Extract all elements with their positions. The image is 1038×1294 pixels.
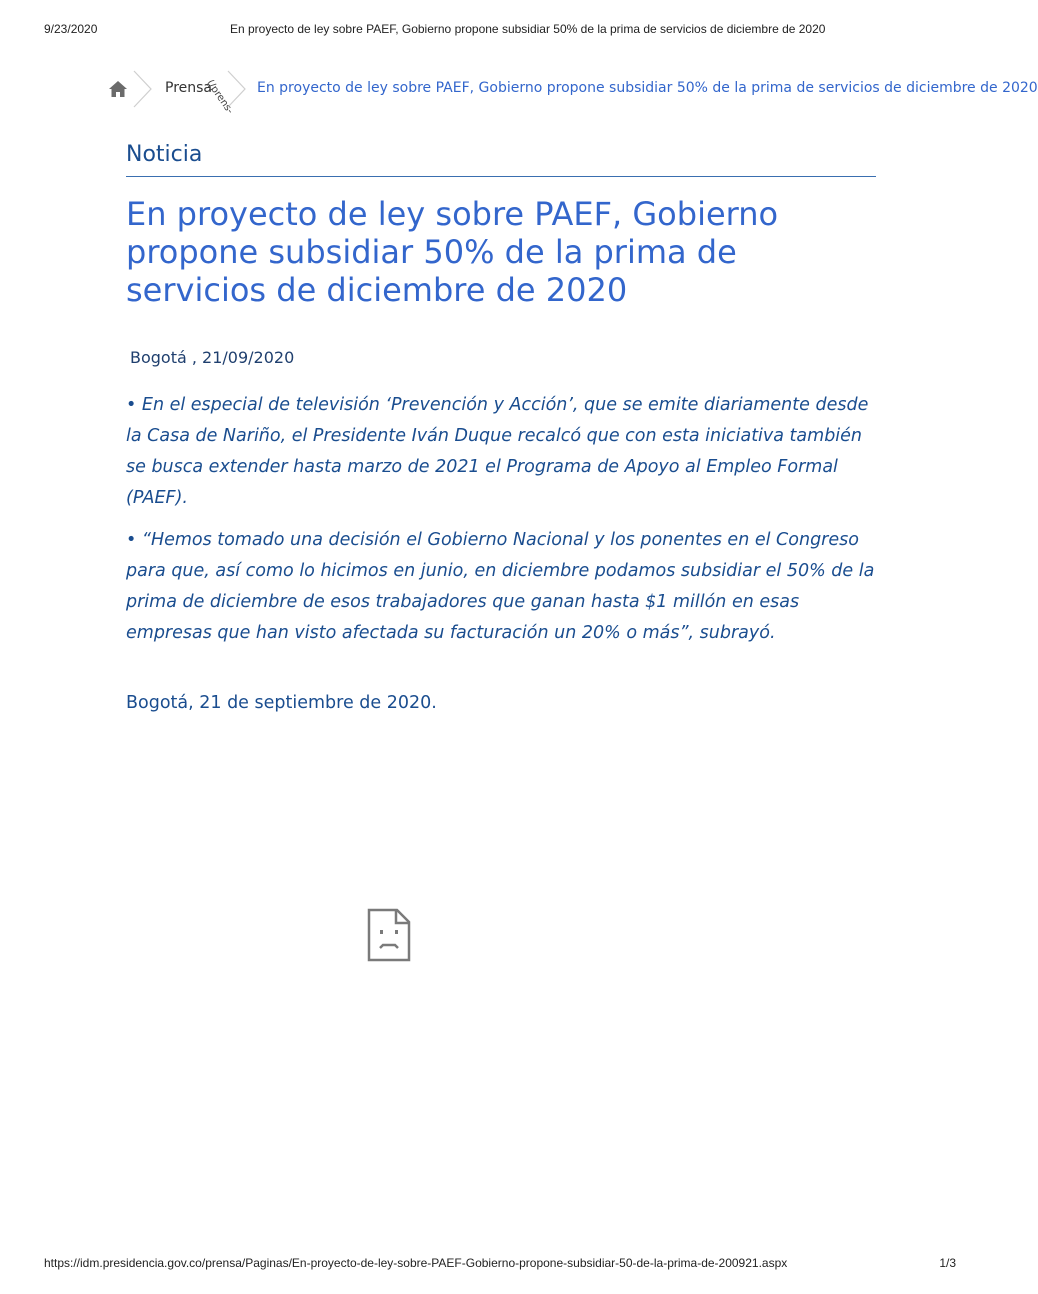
print-date: 9/23/2020 [44,22,98,36]
home-icon[interactable] [107,79,129,99]
broken-image-icon [367,908,411,962]
article-closing-line: Bogotá, 21 de septiembre de 2020. [126,693,437,713]
print-header [44,22,956,42]
section-divider [126,176,876,177]
article-bullet: • En el especial de televisión ‘Prevención y Acción’, que se emite diariamente desde la Casa de Nariño, el Presidente Iván Duque recalcó que con esta iniciativa también se busca extender hasta marzo de 2021 el Programa de Apoyo al Empleo Formal (PAEF). [126,395,869,508]
article-dateline: Bogotá , 21/09/2020 [130,348,295,367]
print-title: En proyecto de ley sobre PAEF, Gobierno propone subsidiar 50% de la prima de servicios de diciembre de 2020 [230,22,826,36]
breadcrumb-item-prensa[interactable]: Prensa [165,80,213,96]
chevron-right-icon [226,70,248,108]
article-headline: En proyecto de ley sobre PAEF, Gobierno propone subsidiar 50% de la prima de servicios de diciembre de 2020 [126,195,779,309]
breadcrumb-current-page[interactable]: En proyecto de ley sobre PAEF, Gobierno propone subsidiar 50% de la prima de servicios de diciembre de 2020 [257,80,1038,96]
section-label: Noticia [126,142,203,167]
print-url: https://idm.presidencia.gov.co/prensa/Paginas/En-proyecto-de-ley-sobre-PAEF-Gobierno-propone-subsidiar-50-de-la-prima-de-200921.aspx [44,1256,788,1270]
breadcrumb-broken-path-text: (/prens- [203,78,236,117]
chevron-right-icon [132,70,154,108]
print-footer [44,1256,956,1276]
breadcrumb [105,70,1038,117]
article-bullet: • “Hemos tomado una decisión el Gobierno Nacional y los ponentes en el Congreso para que, así como lo hicimos en junio, en diciembre podamos subsidiar el 50% de la prima de diciembre de esos trabajadores que ganan hasta $1 millón en esas empresas que han visto afectada su facturación un 20% o más”, subrayó. [126,530,875,643]
page-indicator: 1/3 [939,1256,956,1270]
